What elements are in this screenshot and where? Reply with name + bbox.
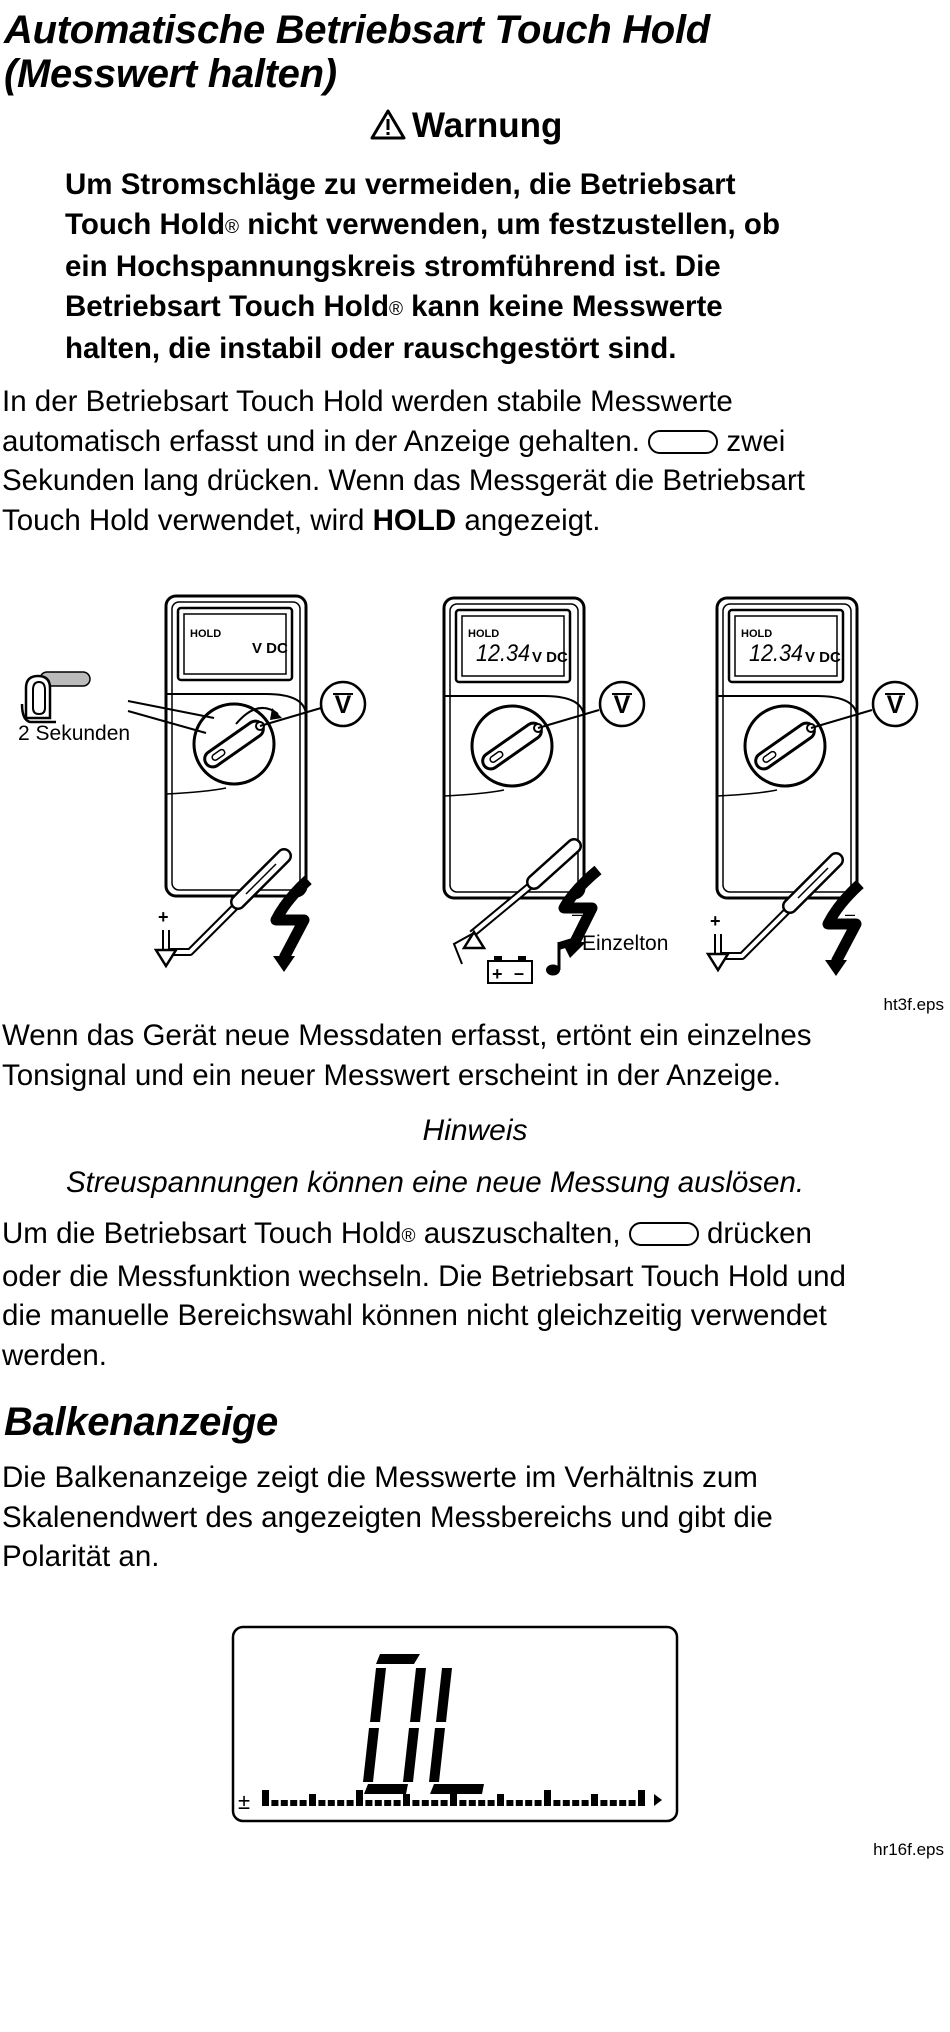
bar-segment — [271, 1800, 278, 1806]
bar-segment — [459, 1800, 466, 1806]
bar-segment — [478, 1800, 485, 1806]
bar-segment — [600, 1800, 607, 1806]
bar-segment — [262, 1790, 269, 1806]
lcd-unit-label: V DC — [805, 649, 841, 666]
lcd-hold-label: HOLD — [741, 628, 773, 640]
warning-line-3: ein Hochspannungskreis stromführend ist. Die — [65, 250, 721, 283]
bar-segment — [450, 1790, 457, 1806]
dial-bubble-2 — [600, 682, 644, 726]
bar-segment — [309, 1794, 316, 1806]
title-line-1: Automatische Betriebsart Touch Hold — [4, 8, 710, 52]
note-text: Streuspannungen können eine neue Messung auslösen. — [66, 1166, 805, 1199]
bar-segment — [328, 1800, 335, 1806]
bar-segment — [469, 1800, 476, 1806]
para1-line-2-a: automatisch erfasst und in der Anzeige gehalten. — [2, 424, 640, 458]
figure-filename-ht3f: ht3f.eps — [883, 995, 944, 1014]
bar-segment — [629, 1800, 636, 1806]
warning-body — [65, 165, 780, 369]
para3-line-4: werden. — [2, 1338, 107, 1372]
registered-mark: ® — [225, 216, 240, 238]
warning-line-2 — [65, 205, 780, 248]
battery-plus: + — [492, 964, 503, 984]
section-title-bar-graph: Balkenanzeige — [4, 1400, 278, 1444]
lcd-value: 12.34 — [476, 640, 530, 667]
warning-heading — [370, 106, 562, 146]
plus-terminal: + — [158, 907, 169, 927]
warning-line-5: halten, die instabil oder rauschgestört sind. — [65, 332, 677, 365]
bar-segment — [318, 1800, 325, 1806]
lcd-hold-label: HOLD — [190, 628, 222, 640]
hold-keyword: HOLD — [372, 503, 457, 537]
dial-voltage-symbol: V — [613, 691, 631, 719]
bar-segment — [591, 1794, 598, 1806]
battery-minus: – — [514, 963, 525, 983]
minus-terminal: – — [845, 904, 856, 924]
plus-terminal: + — [710, 911, 721, 931]
bar-segment — [365, 1800, 372, 1806]
bar-segment — [356, 1790, 363, 1806]
bar-segment — [375, 1800, 382, 1806]
bar-segment — [516, 1800, 523, 1806]
para1-line-2-b: zwei — [726, 424, 786, 458]
minus-terminal: – — [572, 904, 583, 924]
polarity-sign: ± — [238, 1789, 251, 1814]
para2-line-2: Tonsignal und ein neuer Messwert erscheint in der Anzeige. — [2, 1058, 781, 1092]
lcd-value: 12.34 — [749, 640, 803, 667]
warning-line-4-a: Betriebsart Touch Hold — [65, 289, 389, 323]
para1-line-4-b: angezeigt. — [456, 503, 601, 537]
figure-filename-hr16f: hr16f.eps — [873, 1840, 944, 1859]
bar-segment — [431, 1800, 438, 1806]
bar-graph-display-figure — [230, 1624, 680, 1824]
bar-segment — [582, 1800, 589, 1806]
warning-line-4-b: kann keine Messwerte — [402, 289, 723, 323]
two-seconds-label: 2 Sekunden — [18, 722, 131, 745]
warning-title-text: Warnung — [412, 106, 563, 145]
paragraph-new-reading — [2, 1016, 812, 1095]
para1-line-2 — [2, 422, 805, 462]
para3-line-1-a: Um die Betriebsart Touch Hold — [2, 1217, 402, 1250]
bar-segment — [488, 1800, 495, 1806]
para3-line-1-b: auszuschalten, — [415, 1217, 621, 1250]
lcd-unit-label: V DC — [252, 640, 288, 657]
hold-button-icon — [629, 1222, 699, 1246]
hold-button-icon — [648, 430, 718, 454]
dial-bubble-3 — [873, 682, 917, 726]
bar-para-line-2: Skalenendwert des angezeigten Messbereichs und gibt die — [2, 1500, 773, 1534]
paragraph-bar-graph — [2, 1458, 773, 1577]
bar-segment — [441, 1800, 448, 1806]
bar-segment — [535, 1800, 542, 1806]
bar-segment — [394, 1800, 401, 1806]
registered-mark: ® — [388, 298, 403, 320]
bar-segment — [525, 1800, 532, 1806]
bar-segment — [506, 1800, 513, 1806]
meter-1 — [166, 596, 321, 896]
para1-line-4 — [2, 501, 805, 541]
para3-line-1 — [2, 1214, 846, 1257]
bar-segment — [290, 1800, 297, 1806]
warning-line-2-b: nicht verwenden, um festzustellen, ob — [239, 207, 780, 241]
bar-segment — [619, 1800, 626, 1806]
meter-3 — [717, 598, 872, 898]
para3-line-2: oder die Messfunktion wechseln. Die Betriebsart Touch Hold und — [2, 1259, 846, 1293]
lcd-hold-label: HOLD — [468, 628, 500, 640]
para1-line-4-a: Touch Hold verwendet, wird — [2, 503, 373, 537]
single-beep-label: Einzelton — [582, 932, 669, 955]
bar-segment — [300, 1800, 307, 1806]
bar-segment — [544, 1790, 551, 1806]
paragraph-touch-hold-intro — [2, 382, 805, 540]
dial-voltage-symbol: V — [886, 691, 904, 719]
bar-segment — [412, 1800, 419, 1806]
bar-segment — [281, 1800, 288, 1806]
warning-triangle-icon — [370, 108, 406, 140]
warning-line-1: Um Stromschläge zu vermeiden, die Betriebsart — [65, 168, 736, 201]
bar-segment — [403, 1794, 410, 1806]
dial-voltage-symbol: V — [334, 691, 352, 719]
bar-segment — [347, 1800, 354, 1806]
bar-segment — [422, 1800, 429, 1806]
lcd-unit-label: V DC — [532, 649, 568, 666]
para1-line-1: In der Betriebsart Touch Hold werden stabile Messwerte — [2, 385, 733, 418]
bar-segment — [384, 1800, 391, 1806]
para3-line-3: die manuelle Bereichswahl können nicht gleichzeitig verwendet — [2, 1299, 827, 1332]
bar-segment — [572, 1800, 579, 1806]
title-line-2: (Messwert halten) — [4, 52, 337, 96]
section-title-touch-hold — [4, 8, 710, 96]
registered-mark: ® — [401, 1226, 416, 1247]
bar-para-line-1: Die Balkenanzeige zeigt die Messwerte im Verhältnis zum — [2, 1461, 758, 1494]
bar-segment — [610, 1800, 617, 1806]
touch-hold-figure — [0, 590, 950, 1020]
bar-segment — [497, 1794, 504, 1806]
bar-segment — [337, 1800, 344, 1806]
warning-line-4 — [65, 287, 780, 330]
para2-line-1: Wenn das Gerät neue Messdaten erfasst, ertönt ein einzelnes — [2, 1019, 812, 1052]
dial-bubble-1 — [321, 682, 365, 726]
para3-line-1-c: drücken — [706, 1217, 812, 1250]
bar-segment — [563, 1800, 570, 1806]
para1-line-3: Sekunden lang drücken. Wenn das Messgerät die Betriebsart — [2, 464, 805, 497]
note-heading: Hinweis — [422, 1114, 528, 1147]
warning-line-2-a: Touch Hold — [65, 207, 226, 241]
bar-para-line-3: Polarität an. — [2, 1540, 160, 1573]
bar-segment — [553, 1800, 560, 1806]
battery-icon — [488, 956, 532, 984]
minus-terminal: – — [296, 907, 307, 927]
paragraph-exit-touch-hold — [2, 1214, 846, 1375]
music-note-icon — [546, 938, 572, 976]
bar-segment — [638, 1790, 645, 1806]
